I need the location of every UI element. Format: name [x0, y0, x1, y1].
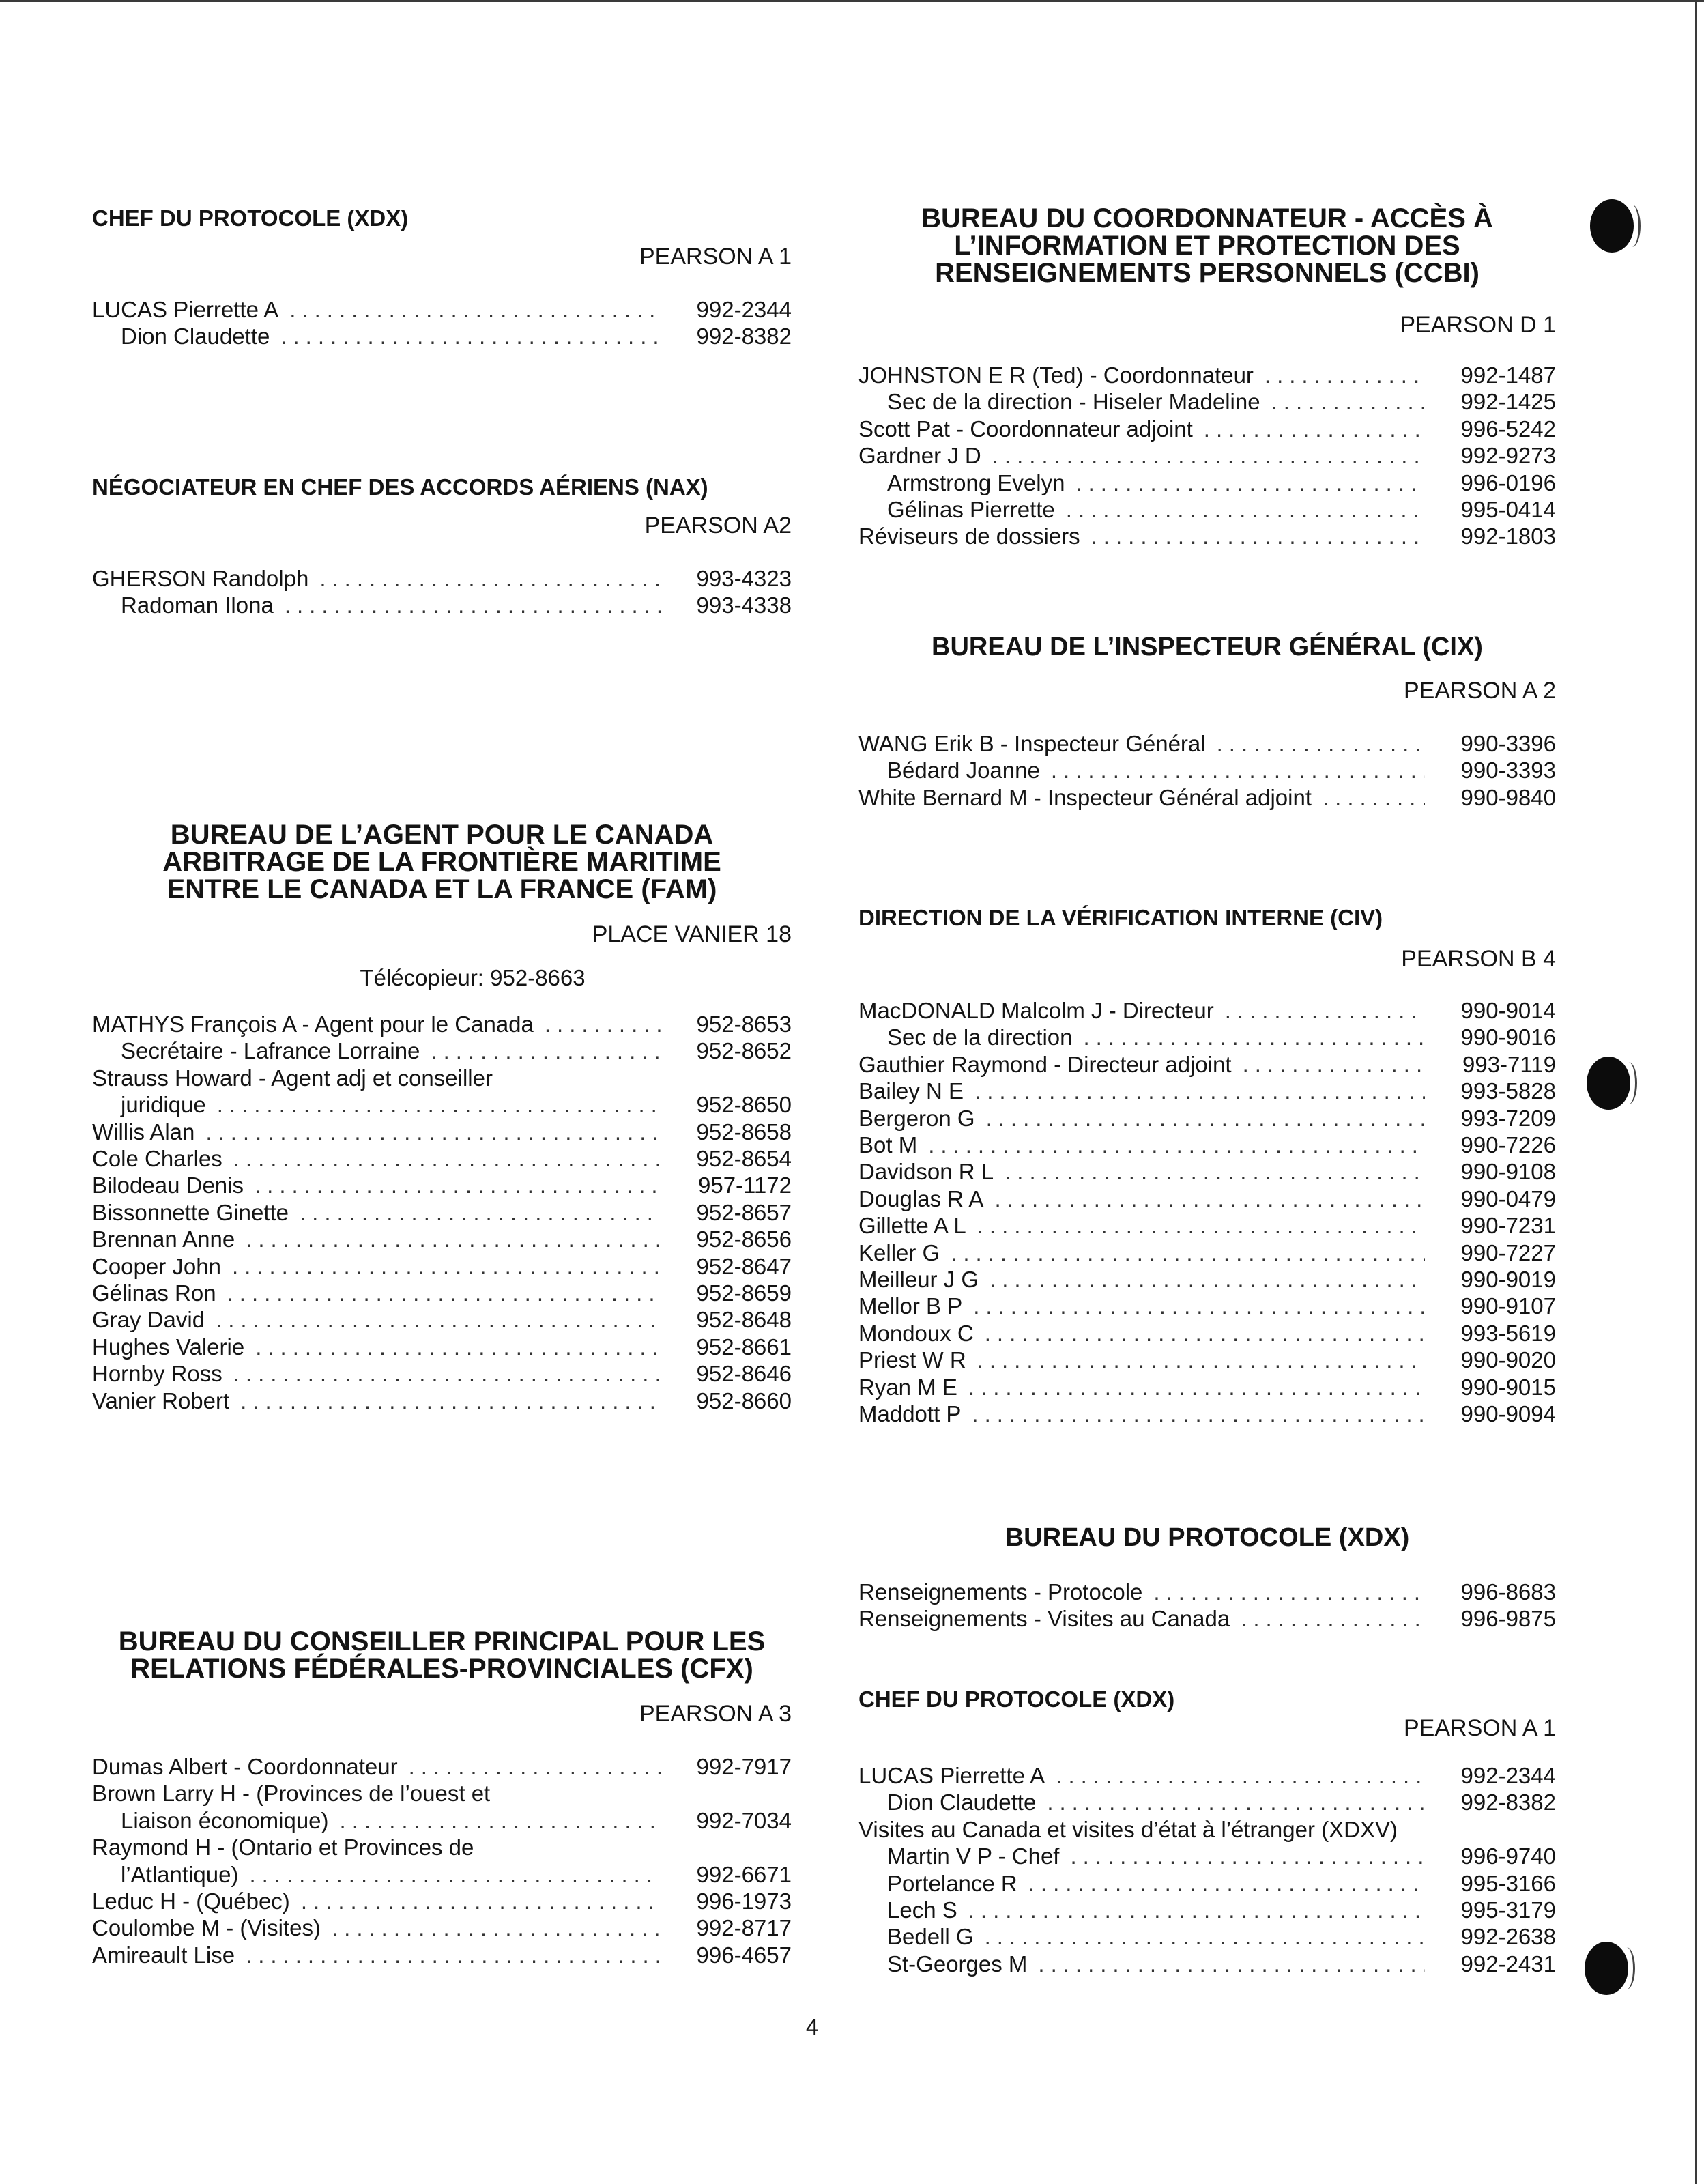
entry-name: Bédard Joanne	[887, 758, 1040, 784]
dot-leader	[217, 1091, 661, 1118]
directory-entry	[92, 323, 792, 349]
directory-entry	[858, 416, 1556, 442]
entry-phone: 993-4323	[696, 566, 792, 591]
entry-phone: 996-0196	[1460, 470, 1556, 495]
section-heading	[92, 1628, 792, 1682]
entry-name: juridique	[121, 1092, 206, 1118]
entry-name: Willis Alan	[92, 1119, 195, 1145]
dot-leader	[1204, 416, 1425, 442]
location-label: PLACE VANIER 18	[592, 921, 792, 947]
directory-entry	[858, 1789, 1556, 1815]
directory-entry	[858, 1374, 1556, 1400]
entry-list	[92, 1011, 792, 1414]
dot-leader	[985, 1923, 1425, 1950]
dot-leader	[1051, 757, 1425, 784]
directory-entry	[858, 1158, 1556, 1185]
entry-phone: 995-3166	[1460, 1870, 1556, 1896]
dot-leader	[205, 1119, 661, 1145]
dot-leader	[992, 442, 1425, 469]
entry-phone: 990-3393	[1460, 758, 1556, 784]
entry-phone: 992-1487	[1460, 362, 1556, 388]
section-chef-protocole-left	[92, 205, 792, 350]
section-cix	[858, 633, 1556, 811]
heading-line: ARBITRAGE DE LA FRONTIÈRE MARITIME	[162, 847, 721, 877]
entry-phone: 990-9108	[1460, 1159, 1556, 1185]
entry-name: Bissonnette Ginette	[92, 1199, 289, 1225]
entry-name: MacDONALD Malcolm J - Directeur	[858, 998, 1214, 1023]
directory-entry	[92, 1119, 792, 1145]
directory-entry	[858, 1078, 1556, 1104]
entry-phone: 952-8653	[696, 1011, 792, 1037]
heading-line: L’INFORMATION ET PROTECTION DES	[954, 231, 1460, 261]
section-heading: NÉGOCIATEUR EN CHEF DES ACCORDS AÉRIENS (NAX)	[92, 474, 708, 500]
section-heading	[858, 205, 1556, 287]
entry-list	[92, 565, 792, 619]
entry-name: MATHYS François A - Agent pour le Canada	[92, 1011, 534, 1037]
location-label: PEARSON A 1	[639, 244, 792, 270]
entry-phone: 990-9840	[1460, 784, 1556, 810]
entry-name: Dion Claudette	[887, 1790, 1037, 1815]
entry-phone: 990-7226	[1460, 1132, 1556, 1158]
entry-phone: 992-2638	[1460, 1924, 1556, 1950]
entry-phone: 952-8646	[696, 1361, 792, 1387]
section-ccbi	[858, 205, 1556, 550]
entry-name: Radoman Ilona	[121, 592, 274, 618]
directory-entry	[92, 1226, 792, 1252]
dot-leader	[233, 1360, 661, 1387]
entry-name: Bedell G	[887, 1924, 974, 1950]
dot-leader	[1056, 1762, 1425, 1789]
location-label: PEARSON A 2	[1404, 678, 1556, 704]
directory-entry	[92, 1253, 792, 1280]
entry-name: Portelance R	[887, 1870, 1017, 1896]
directory-entry	[92, 1388, 792, 1414]
heading-line: BUREAU DU CONSEILLER PRINCIPAL POUR LES	[118, 1626, 766, 1656]
dot-leader	[1241, 1605, 1425, 1632]
directory-entry	[92, 1334, 792, 1360]
dot-leader	[340, 1807, 661, 1834]
dot-leader	[1225, 997, 1425, 1024]
dot-leader	[232, 1253, 661, 1280]
entry-phone: 996-9875	[1460, 1606, 1556, 1632]
entry-name: Strauss Howard - Agent adj et conseiller	[92, 1065, 493, 1091]
entry-name: Coulombe M - (Visites)	[92, 1915, 321, 1941]
directory-entry	[858, 730, 1556, 757]
directory-entry	[92, 592, 792, 618]
directory-entry	[92, 1888, 792, 1914]
entry-name: Meilleur J G	[858, 1267, 979, 1293]
entry-phone: 996-5242	[1460, 416, 1556, 442]
directory-entry	[858, 784, 1556, 811]
dot-leader	[994, 1186, 1425, 1212]
entry-phone: 996-4657	[696, 1942, 792, 1968]
directory-entry	[92, 1011, 792, 1037]
entry-name: GHERSON Randolph	[92, 566, 309, 591]
entry-name: Lech S	[887, 1897, 957, 1923]
entry-name: Gillette A L	[858, 1213, 966, 1239]
entry-name: Gardner J D	[858, 443, 981, 469]
entry-phone: 992-7034	[696, 1807, 792, 1833]
directory-entry	[858, 1266, 1556, 1293]
dot-leader	[255, 1172, 661, 1198]
dot-leader	[1217, 730, 1425, 757]
entry-phone: 990-9016	[1460, 1024, 1556, 1050]
entry-phone: 990-7227	[1460, 1239, 1556, 1265]
directory-entry	[858, 1132, 1556, 1158]
entry-name: Sec de la direction - Hiseler Madeline	[887, 389, 1260, 415]
entry-phone: 990-9019	[1460, 1267, 1556, 1293]
dot-leader	[409, 1753, 661, 1780]
section-bureau-protocole	[858, 1524, 1556, 1633]
directory-entry	[858, 1843, 1556, 1869]
directory-entry	[858, 470, 1556, 496]
section-heading: CHEF DU PROTOCOLE (XDX)	[858, 1686, 1175, 1712]
section-chef-protocole-right	[858, 1686, 1556, 1977]
entry-name: Armstrong Evelyn	[887, 470, 1065, 495]
directory-entry	[858, 1051, 1556, 1078]
entry-phone: 992-1425	[1460, 389, 1556, 415]
entry-phone: 992-2431	[1460, 1951, 1556, 1977]
entry-phone: 952-8659	[696, 1280, 792, 1306]
directory-entry	[92, 565, 792, 592]
section-civ	[858, 904, 1556, 1428]
dot-leader	[545, 1011, 661, 1037]
directory-entry	[92, 296, 792, 323]
entry-name: Gélinas Ron	[92, 1280, 216, 1306]
dot-leader	[289, 296, 661, 323]
entry-name: Maddott P	[858, 1401, 962, 1427]
dot-leader	[301, 1888, 661, 1914]
directory-entry	[92, 1753, 792, 1780]
entry-name: l’Atlantique)	[121, 1861, 239, 1887]
entry-phone: 952-8647	[696, 1253, 792, 1279]
entry-list	[858, 997, 1556, 1428]
entry-phone: 993-7119	[1462, 1051, 1556, 1077]
directory-entry	[858, 1212, 1556, 1239]
entry-name: Bergeron G	[858, 1105, 975, 1131]
entry-phone: 993-5619	[1460, 1320, 1556, 1346]
entry-name: Dion Claudette	[121, 324, 270, 349]
directory-entry	[858, 1951, 1556, 1977]
dot-leader	[1091, 523, 1425, 549]
entry-phone: 993-7209	[1460, 1105, 1556, 1131]
entry-name: Renseignements - Visites au Canada	[858, 1606, 1230, 1632]
entry-name: Keller G	[858, 1239, 940, 1265]
entry-phone: 990-9020	[1460, 1347, 1556, 1373]
entry-list	[858, 730, 1556, 811]
entry-phone: 992-8382	[1460, 1790, 1556, 1815]
entry-phone: 993-5828	[1460, 1078, 1556, 1104]
entry-name: Dumas Albert - Coordonnateur	[92, 1754, 398, 1779]
entry-name: Liaison économique)	[121, 1807, 329, 1833]
dot-leader	[1038, 1951, 1425, 1977]
directory-entry	[92, 1914, 792, 1941]
dot-leader	[972, 1400, 1425, 1427]
dot-leader	[332, 1914, 661, 1941]
directory-entry	[92, 1065, 792, 1091]
dot-leader	[1066, 496, 1425, 523]
entry-phone: 992-8382	[696, 324, 792, 349]
entry-phone: 952-8652	[696, 1038, 792, 1064]
dot-leader	[951, 1239, 1425, 1266]
directory-entry	[92, 1306, 792, 1333]
directory-entry	[858, 496, 1556, 523]
dot-leader	[233, 1145, 661, 1172]
directory-entry	[858, 1239, 1556, 1266]
entry-name: Secrétaire - Lafrance Lorraine	[121, 1038, 420, 1064]
dot-leader	[968, 1374, 1425, 1400]
dot-leader	[1153, 1579, 1425, 1605]
entry-name: Ryan M E	[858, 1374, 957, 1400]
entry-name: Cooper John	[92, 1253, 221, 1279]
page-number: 4	[805, 2014, 819, 2039]
dot-leader	[280, 323, 661, 349]
entry-phone: 952-8650	[696, 1092, 792, 1118]
entry-phone: 996-9740	[1460, 1843, 1556, 1869]
entry-phone: 995-3179	[1460, 1897, 1556, 1923]
directory-entry	[858, 1400, 1556, 1427]
punch-hole-middle	[1587, 1057, 1630, 1110]
directory-entry	[92, 1280, 792, 1306]
entry-name: Gélinas Pierrette	[887, 497, 1055, 523]
heading-line: ENTRE LE CANADA ET LA FRANCE (FAM)	[167, 874, 717, 904]
dot-leader	[990, 1266, 1425, 1293]
dot-leader	[227, 1280, 661, 1306]
dot-leader	[977, 1212, 1425, 1239]
entry-phone: 957-1172	[697, 1173, 792, 1198]
entry-phone: 993-4338	[696, 592, 792, 618]
entry-phone: 992-7917	[696, 1754, 792, 1779]
dot-leader	[974, 1078, 1425, 1104]
directory-entry	[92, 1861, 792, 1888]
directory-entry	[858, 1347, 1556, 1373]
entry-phone: 992-2344	[1460, 1763, 1556, 1788]
entry-name: St-Georges M	[887, 1951, 1028, 1977]
entry-name: Davidson R L	[858, 1159, 994, 1185]
dot-leader	[1243, 1051, 1425, 1078]
dot-leader	[1005, 1158, 1425, 1185]
directory-entry	[858, 1870, 1556, 1897]
directory-entry	[92, 1172, 792, 1198]
directory-entry	[858, 997, 1556, 1024]
directory-entry	[858, 1816, 1556, 1843]
entry-list	[858, 1579, 1556, 1633]
dot-leader	[1271, 388, 1425, 415]
heading-line: RELATIONS FÉDÉRALES-PROVINCIALES (CFX)	[130, 1654, 753, 1684]
dot-leader	[985, 1320, 1425, 1347]
entry-name: White Bernard M - Inspecteur Général adjoint	[858, 784, 1312, 810]
heading-line: BUREAU DE L’AGENT POUR LE CANADA	[170, 820, 714, 850]
dot-leader	[246, 1942, 661, 1968]
section-heading: BUREAU DE L’INSPECTEUR GÉNÉRAL (CIX)	[932, 633, 1483, 661]
entry-name: Hornby Ross	[92, 1361, 222, 1387]
entry-phone: 992-6671	[696, 1861, 792, 1887]
entry-name: Cole Charles	[92, 1146, 222, 1172]
directory-entry	[92, 1037, 792, 1064]
entry-phone: 990-9015	[1460, 1374, 1556, 1400]
dot-leader	[1075, 470, 1425, 496]
directory-entry	[92, 1199, 792, 1226]
section-heading: BUREAU DU PROTOCOLE (XDX)	[1005, 1523, 1410, 1552]
directory-entry	[92, 1780, 792, 1807]
entry-phone: 990-9094	[1460, 1401, 1556, 1427]
entry-phone: 952-8660	[696, 1388, 792, 1413]
entry-phone: 992-9273	[1460, 443, 1556, 469]
location-label: PEARSON A2	[644, 513, 792, 538]
directory-entry	[92, 1360, 792, 1387]
entry-name: Brown Larry H - (Provinces de l’ouest et	[92, 1781, 491, 1807]
location-label: PEARSON A 3	[639, 1701, 792, 1727]
entry-name: Gray David	[92, 1307, 205, 1333]
section-heading	[92, 821, 792, 903]
dot-leader	[246, 1226, 661, 1252]
directory-entry	[858, 442, 1556, 469]
section-heading: DIRECTION DE LA VÉRIFICATION INTERNE (CIV)	[858, 905, 1383, 930]
entry-name: LUCAS Pierrette A	[858, 1763, 1045, 1788]
directory-entry	[858, 1605, 1556, 1632]
directory-entry	[92, 1091, 792, 1118]
entry-name: Mellor B P	[858, 1293, 963, 1319]
location-label: PEARSON B 4	[1401, 946, 1556, 972]
directory-entry	[858, 1186, 1556, 1212]
directory-entry	[92, 1834, 792, 1860]
right-edge-line	[1695, 0, 1697, 2184]
entry-name: JOHNSTON E R (Ted) - Coordonnateur	[858, 362, 1254, 388]
dot-leader	[968, 1897, 1425, 1923]
dot-leader	[1070, 1843, 1425, 1869]
entry-phone: 990-3396	[1460, 731, 1556, 756]
entry-name: Scott Pat - Coordonnateur adjoint	[858, 416, 1193, 442]
entry-phone: 952-8661	[696, 1334, 792, 1360]
dot-leader	[319, 565, 661, 592]
directory-entry	[858, 1897, 1556, 1923]
entry-name: Raymond H - (Ontario et Provinces de	[92, 1835, 474, 1860]
entry-name: Visites au Canada et visites d’état à l’étranger (XDXV)	[858, 1816, 1398, 1842]
dot-leader	[255, 1334, 661, 1360]
entry-list	[92, 296, 792, 350]
directory-entry	[858, 1923, 1556, 1950]
dot-leader	[977, 1347, 1425, 1373]
entry-name: Bailey N E	[858, 1078, 964, 1104]
entry-phone: 952-8654	[696, 1146, 792, 1172]
dot-leader	[216, 1306, 661, 1333]
entry-phone: 952-8656	[696, 1226, 792, 1252]
entry-list	[858, 362, 1556, 550]
entry-name: Vanier Robert	[92, 1388, 230, 1413]
entry-phone: 992-2344	[696, 297, 792, 322]
directory-entry	[858, 1579, 1556, 1605]
entry-phone: 952-8658	[696, 1119, 792, 1145]
entry-name: Gauthier Raymond - Directeur adjoint	[858, 1051, 1232, 1077]
directory-entry	[858, 523, 1556, 549]
directory-entry	[858, 757, 1556, 784]
top-edge-line	[0, 0, 1704, 2]
section-fam	[92, 821, 792, 1414]
entry-list	[858, 1762, 1556, 1977]
directory-entry	[858, 1320, 1556, 1347]
entry-name: Brennan Anne	[92, 1226, 235, 1252]
punch-hole-top	[1590, 199, 1634, 253]
entry-name: Amireault Lise	[92, 1942, 235, 1968]
entry-name: LUCAS Pierrette A	[92, 297, 279, 322]
entry-phone: 992-8717	[696, 1915, 792, 1941]
heading-line: RENSEIGNEMENTS PERSONNELS (CCBI)	[935, 258, 1479, 288]
dot-leader	[1084, 1024, 1426, 1050]
dot-leader	[1028, 1870, 1425, 1897]
dot-leader	[973, 1293, 1425, 1319]
dot-leader	[240, 1388, 661, 1414]
entry-phone: 996-8683	[1460, 1579, 1556, 1605]
dot-leader	[300, 1199, 661, 1226]
section-nax	[92, 474, 792, 619]
directory-entry	[92, 1807, 792, 1834]
entry-name: Leduc H - (Québec)	[92, 1888, 290, 1914]
entry-phone: 996-1973	[696, 1888, 792, 1914]
location-label: PEARSON A 1	[1404, 1715, 1556, 1741]
entry-name: Sec de la direction	[887, 1024, 1073, 1050]
section-cfx	[92, 1628, 792, 1968]
entry-name: Hughes Valerie	[92, 1334, 245, 1360]
section-heading: CHEF DU PROTOCOLE (XDX)	[92, 205, 409, 231]
dot-leader	[249, 1861, 661, 1888]
entry-phone: 995-0414	[1460, 497, 1556, 523]
entry-name: Mondoux C	[858, 1320, 974, 1346]
entry-name: Bilodeau Denis	[92, 1173, 244, 1198]
entry-name: Renseignements - Protocole	[858, 1579, 1143, 1605]
punch-hole-bottom	[1585, 1942, 1628, 1995]
directory-entry	[858, 1762, 1556, 1789]
directory-entry	[858, 1105, 1556, 1132]
entry-list	[92, 1753, 792, 1968]
dot-leader	[285, 592, 661, 618]
dot-leader	[1323, 784, 1425, 811]
heading-line: BUREAU DU COORDONNATEUR - ACCÈS À	[921, 203, 1493, 233]
entry-name: WANG Erik B - Inspecteur Général	[858, 731, 1206, 756]
directory-entry	[92, 1145, 792, 1172]
entry-phone: 990-9107	[1460, 1293, 1556, 1319]
dot-leader	[1047, 1789, 1425, 1815]
entry-phone: 990-7231	[1460, 1213, 1556, 1239]
dot-leader	[431, 1037, 661, 1064]
location-label: PEARSON D 1	[1400, 312, 1556, 338]
entry-name: Bot M	[858, 1132, 918, 1158]
entry-phone: 952-8657	[696, 1199, 792, 1225]
entry-name: Priest W R	[858, 1347, 966, 1373]
directory-entry	[92, 1942, 792, 1968]
entry-name: Réviseurs de dossiers	[858, 523, 1080, 549]
entry-phone: 990-9014	[1460, 998, 1556, 1023]
dot-leader	[986, 1105, 1425, 1132]
directory-entry	[858, 1024, 1556, 1050]
dot-leader	[1265, 362, 1425, 388]
entry-name: Douglas R A	[858, 1186, 984, 1211]
entry-phone: 952-8648	[696, 1307, 792, 1333]
directory-entry	[858, 388, 1556, 415]
entry-phone: 990-0479	[1460, 1186, 1556, 1211]
entry-phone: 992-1803	[1460, 523, 1556, 549]
fax-number: Télécopieur: 952-8663	[360, 965, 586, 990]
dot-leader	[928, 1132, 1425, 1158]
directory-entry	[858, 1293, 1556, 1319]
entry-name: Martin V P - Chef	[887, 1843, 1060, 1869]
directory-entry	[858, 362, 1556, 388]
